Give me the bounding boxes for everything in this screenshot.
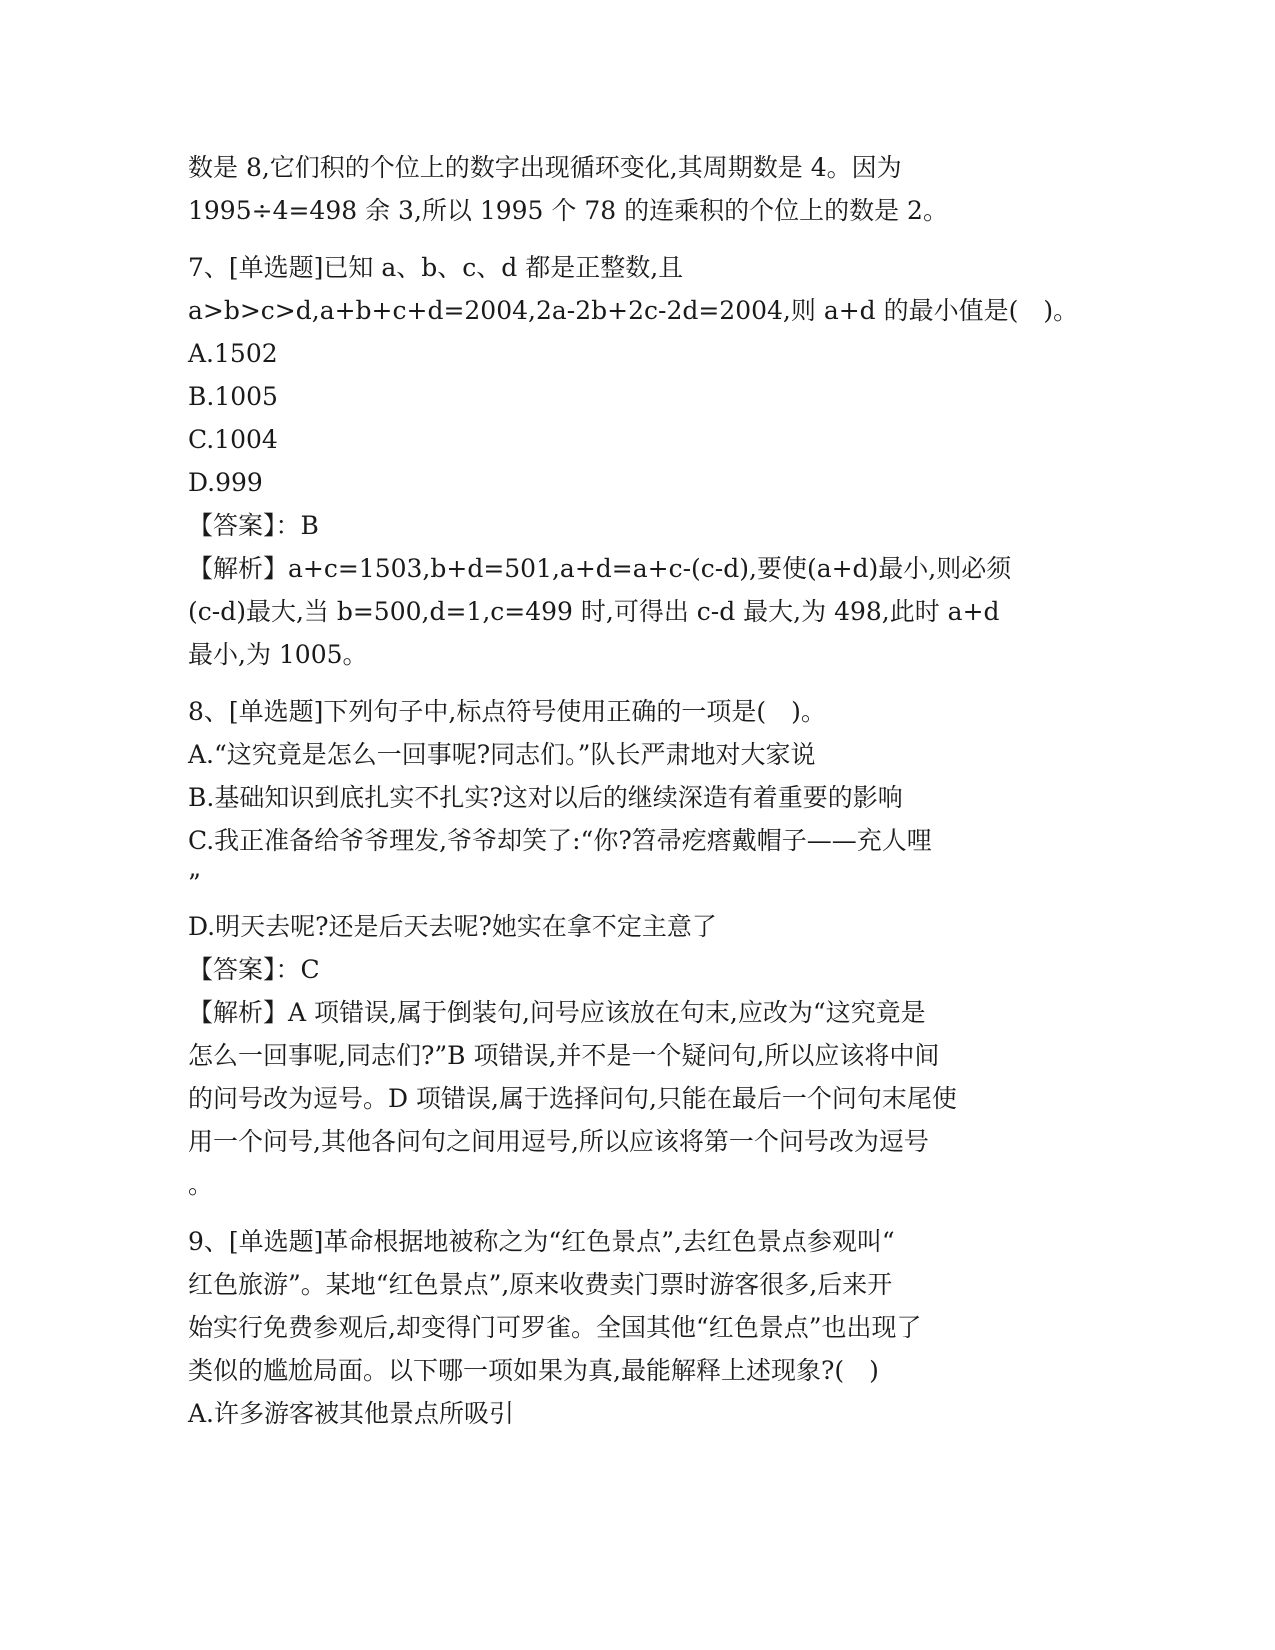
question-7 xyxy=(188,246,1088,676)
question-text: 始实行免费参观后,却变得门可罗雀。全国其他“红色景点”也出现了 xyxy=(188,1313,922,1342)
document-content xyxy=(188,146,1088,1435)
option-d: D.999 xyxy=(188,468,263,497)
option-a: A.“这究竟是怎么一回事呢?同志们。”队长严肃地对大家说 xyxy=(188,740,816,769)
spacer xyxy=(188,232,1088,246)
option-a: A.1502 xyxy=(188,339,278,368)
question-9 xyxy=(188,1220,1088,1435)
option-c: C.我正准备给爷爷理发,爷爷却笑了:“你?笤帚疙瘩戴帽子——充人哩 xyxy=(188,826,932,855)
intro-paragraph xyxy=(188,146,1088,232)
text-line: 数是 8,它们积的个位上的数字出现循环变化,其周期数是 4。因为 xyxy=(188,153,902,182)
analysis-text: (c-d)最大,当 b=500,d=1,c=499 时,可得出 c-d 最大,为 498,此时 a+d xyxy=(188,597,1000,626)
question-8 xyxy=(188,690,1088,1206)
answer-line: 【答案】：B xyxy=(188,511,319,540)
analysis-text: 。 xyxy=(188,1170,214,1199)
spacer xyxy=(188,1206,1088,1220)
option-a: A.许多游客被其他景点所吸引 xyxy=(188,1399,515,1428)
question-text: 红色旅游”。某地“红色景点”,原来收费卖门票时游客很多,后来开 xyxy=(188,1270,893,1299)
question-text: 9、[单选题]革命根据地被称之为“红色景点”,去红色景点参观叫“ xyxy=(188,1227,895,1256)
analysis-text: 用一个问号,其他各问句之间用逗号,所以应该将第一个问号改为逗号 xyxy=(188,1127,929,1156)
option-c: C.1004 xyxy=(188,425,278,454)
option-b: B.基础知识到底扎实不扎实?这对以后的继续深造有着重要的影响 xyxy=(188,783,903,812)
answer-line: 【答案】：C xyxy=(188,955,320,984)
option-c-continuation: ” xyxy=(188,869,201,898)
question-text: a>b>c>d,a+b+c+d=2004,2a-2b+2c-2d=2004,则 a+d 的最小值是( )。 xyxy=(188,296,1079,325)
analysis-text: 【解析】A 项错误,属于倒装句,问号应该放在句末,应改为“这究竟是 xyxy=(188,998,926,1027)
analysis-text: 最小,为 1005。 xyxy=(188,640,368,669)
analysis-text: 【解析】a+c=1503,b+d=501,a+d=a+c-(c-d),要使(a+d)最小,则必须 xyxy=(188,554,1012,583)
spacer xyxy=(188,676,1088,690)
question-text: 7、[单选题]已知 a、b、c、d 都是正整数,且 xyxy=(188,253,684,282)
option-b: B.1005 xyxy=(188,382,278,411)
analysis-text: 的问号改为逗号。D 项错误,属于选择问句,只能在最后一个问句末尾使 xyxy=(188,1084,957,1113)
option-d: D.明天去呢?还是后天去呢?她实在拿不定主意了 xyxy=(188,912,717,941)
question-text: 8、[单选题]下列句子中,标点符号使用正确的一项是( )。 xyxy=(188,697,826,726)
question-text: 类似的尴尬局面。以下哪一项如果为真,最能解释上述现象?( ) xyxy=(188,1356,879,1385)
text-line: 1995÷4=498 余 3,所以 1995 个 78 的连乘积的个位上的数是 2。 xyxy=(188,196,948,225)
analysis-text: 怎么一回事呢,同志们?”B 项错误,并不是一个疑问句,所以应该将中间 xyxy=(188,1041,940,1070)
